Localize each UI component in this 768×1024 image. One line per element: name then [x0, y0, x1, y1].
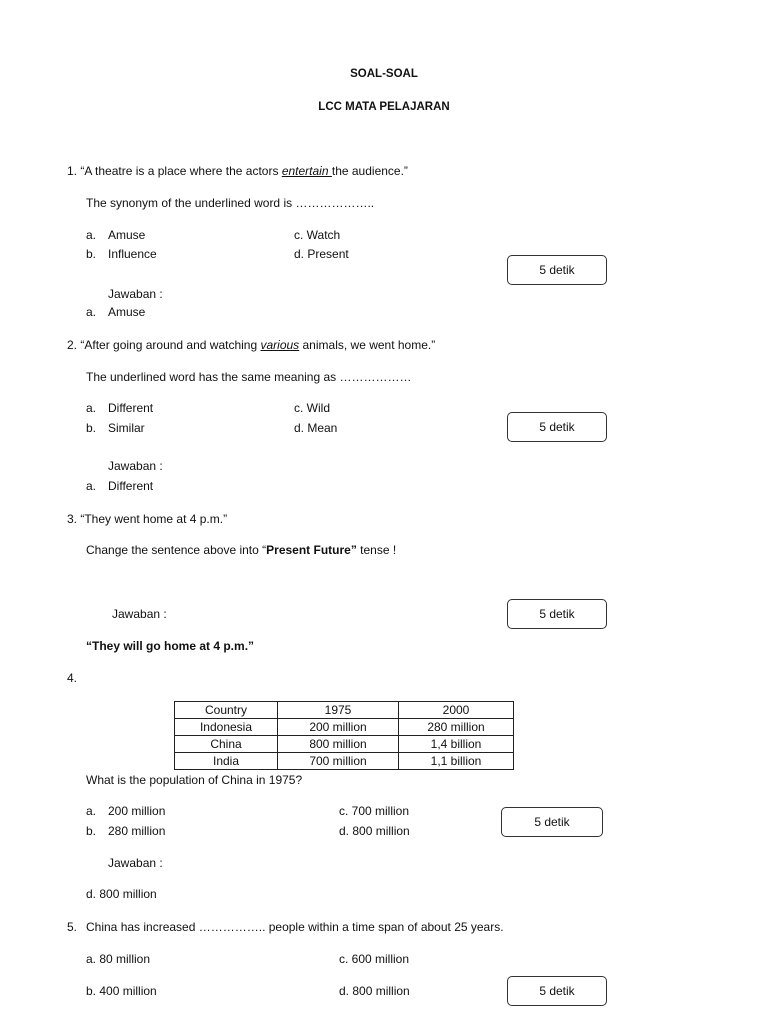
page-subtitle: LCC MATA PELAJARAN [318, 101, 450, 113]
answer-label: Jawaban : [108, 856, 163, 870]
option-d: d. Mean [294, 421, 338, 435]
table-header-cell: 2000 [399, 702, 514, 719]
option-a-text: Different [108, 401, 154, 415]
sentence-pre: “A theatre is a place where the actors [80, 164, 282, 178]
question-3-sentence [67, 512, 227, 526]
question-number: 3. [67, 512, 78, 526]
table-header-row [175, 702, 514, 719]
table-cell: China [175, 736, 278, 753]
table-cell: 700 million [278, 753, 399, 770]
timer-badge: 5 detik [507, 976, 607, 1006]
option-c: c. 700 million [339, 804, 410, 818]
option-d: d. 800 million [339, 824, 410, 838]
option-b: b. [86, 824, 97, 838]
option-b: b. [86, 247, 97, 261]
answer-text: Amuse [108, 305, 146, 319]
prompt-bold: Present Future” [266, 543, 357, 557]
answer-text: d. 800 million [86, 887, 157, 901]
option-d: d. Present [294, 247, 349, 261]
option-a-text: 200 million [108, 804, 166, 818]
option-c: c. Wild [294, 401, 330, 415]
table-cell: 1,1 billion [399, 753, 514, 770]
option-b-text: 280 million [108, 824, 166, 838]
table-row [175, 753, 514, 770]
answer-text: “They will go home at 4 p.m.” [86, 639, 255, 653]
table-cell: 1,4 billion [399, 736, 514, 753]
option-a: a. [86, 804, 97, 818]
answer-label: Jawaban : [108, 459, 163, 473]
question-number: 5. [67, 920, 78, 934]
option-c: c. 600 million [339, 952, 410, 966]
underlined-word: entertain [281, 164, 332, 178]
sentence-post: the audience.” [331, 164, 408, 178]
question-1-sentence [67, 164, 408, 178]
table-row [175, 719, 514, 736]
question-number: 4. [67, 671, 78, 685]
table-row [175, 736, 514, 753]
question-1-prompt: The synonym of the underlined word is ……………….. [86, 196, 375, 210]
answer-text: Different [108, 479, 154, 493]
option-b-text: Similar [108, 421, 145, 435]
page-title: SOAL-SOAL [350, 68, 418, 80]
answer-label: Jawaban : [108, 287, 163, 301]
option-a: a. [86, 401, 97, 415]
question-2-prompt: The underlined word has the same meaning as ……………… [86, 370, 412, 384]
answer-letter: a. [86, 479, 97, 493]
option-b-text: Influence [108, 247, 157, 261]
table-cell: 200 million [278, 719, 399, 736]
question-number: 2. [67, 338, 78, 352]
timer-badge: 5 detik [501, 807, 603, 837]
question-3-prompt [86, 543, 396, 557]
population-table [174, 701, 514, 770]
prompt-post: tense ! [356, 543, 397, 557]
table-cell: 800 million [278, 736, 399, 753]
table-header-cell: 1975 [278, 702, 399, 719]
table-cell: Indonesia [175, 719, 278, 736]
answer-label: Jawaban : [112, 607, 167, 621]
answer-letter: a. [86, 305, 97, 319]
table-cell: 280 million [399, 719, 514, 736]
timer-badge: 5 detik [507, 412, 607, 442]
option-b: b. [86, 421, 97, 435]
option-c: c. Watch [294, 228, 341, 242]
table-header-cell: Country [175, 702, 278, 719]
option-a: a. [86, 228, 97, 242]
question-2-sentence [67, 338, 435, 352]
timer-badge: 5 detik [507, 255, 607, 285]
sentence-pre: “After going around and watching [80, 338, 261, 352]
question-5-prompt: China has increased …………….. people within a time span of about 25 years. [86, 920, 504, 934]
option-d: d. 800 million [339, 984, 410, 998]
timer-badge: 5 detik [507, 599, 607, 629]
option-b: b. 400 million [86, 984, 157, 998]
option-a-text: Amuse [108, 228, 146, 242]
question-number: 1. [67, 164, 78, 178]
table-cell: India [175, 753, 278, 770]
sentence: “They went home at 4 p.m.” [80, 512, 228, 526]
prompt-pre: Change the sentence above into “ [86, 543, 267, 557]
question-4-prompt: What is the population of China in 1975? [86, 773, 303, 787]
option-a: a. 80 million [86, 952, 151, 966]
underlined-word: various [260, 338, 300, 352]
sentence-post: animals, we went home.” [299, 338, 436, 352]
